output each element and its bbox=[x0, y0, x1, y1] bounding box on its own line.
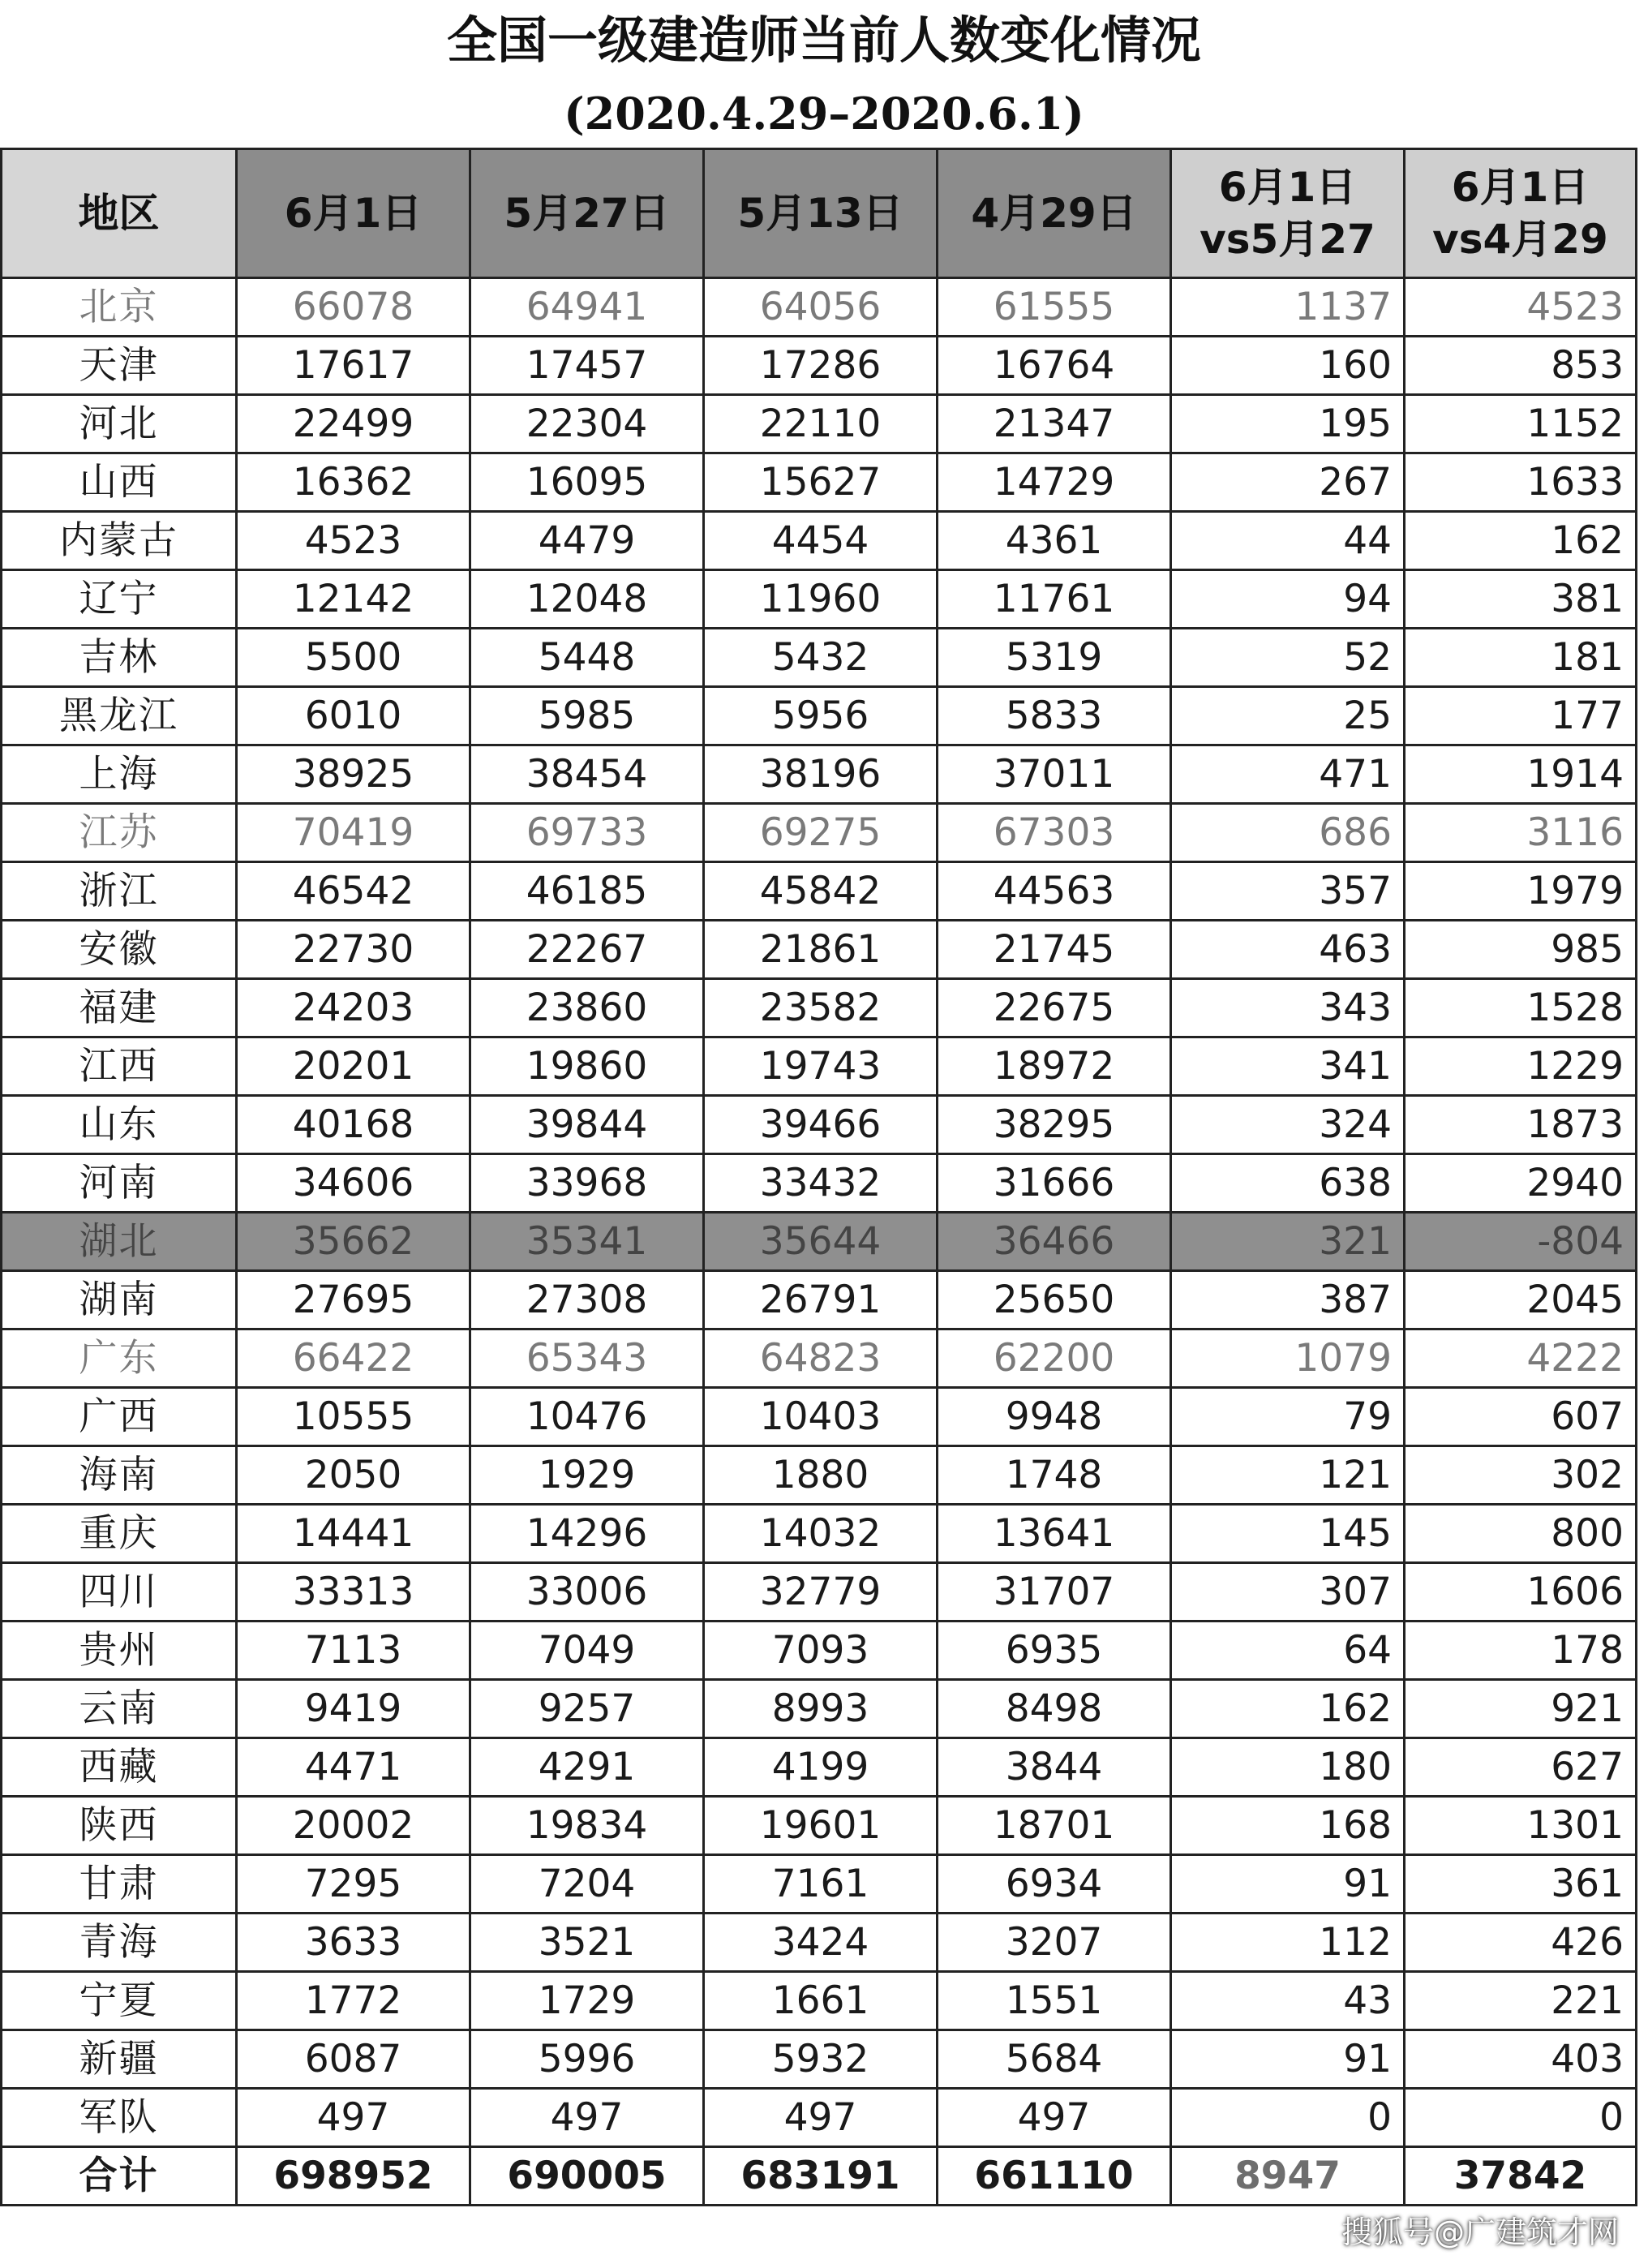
table-row bbox=[2, 1972, 1637, 2030]
may13-cell: 33432 bbox=[704, 1154, 938, 1213]
vs-may27-cell: 180 bbox=[1171, 1738, 1405, 1797]
may27-cell: 7049 bbox=[470, 1622, 704, 1680]
vs-apr29-cell: 0 bbox=[1405, 2089, 1637, 2147]
header-vs-may27-line2: vs5月27 bbox=[1200, 216, 1375, 263]
apr29-cell: 38295 bbox=[938, 1096, 1171, 1154]
region-cell: 河南 bbox=[2, 1154, 237, 1213]
jun1-cell: 46542 bbox=[237, 862, 470, 921]
vs-may27-cell: 43 bbox=[1171, 1972, 1405, 2030]
may27-cell: 5448 bbox=[470, 629, 704, 687]
header-region: 地区 bbox=[2, 149, 237, 278]
may13-cell: 11960 bbox=[704, 570, 938, 629]
may13-cell: 3424 bbox=[704, 1914, 938, 1972]
jun1-cell: 9419 bbox=[237, 1680, 470, 1738]
total-may13-cell: 683191 bbox=[704, 2147, 938, 2206]
region-cell: 吉林 bbox=[2, 629, 237, 687]
may13-cell: 26791 bbox=[704, 1271, 938, 1329]
table-row bbox=[2, 979, 1637, 1037]
may27-cell: 4479 bbox=[470, 512, 704, 570]
header-vs-may27-line1: 6月1日 bbox=[1218, 164, 1357, 211]
table-row bbox=[2, 745, 1637, 804]
may27-cell: 35341 bbox=[470, 1213, 704, 1271]
may27-cell: 4291 bbox=[470, 1738, 704, 1797]
vs-apr29-cell: 853 bbox=[1405, 337, 1637, 395]
jun1-cell: 12142 bbox=[237, 570, 470, 629]
vs-apr29-cell: 1606 bbox=[1405, 1563, 1637, 1622]
vs-apr29-cell: 403 bbox=[1405, 2030, 1637, 2089]
jun1-cell: 34606 bbox=[237, 1154, 470, 1213]
may13-cell: 23582 bbox=[704, 979, 938, 1037]
apr29-cell: 497 bbox=[938, 2089, 1171, 2147]
jun1-cell: 66422 bbox=[237, 1329, 470, 1388]
jun1-cell: 16362 bbox=[237, 453, 470, 512]
may27-cell: 39844 bbox=[470, 1096, 704, 1154]
apr29-cell: 31666 bbox=[938, 1154, 1171, 1213]
vs-apr29-cell: 1979 bbox=[1405, 862, 1637, 921]
table-row bbox=[2, 453, 1637, 512]
may13-cell: 22110 bbox=[704, 395, 938, 453]
jun1-cell: 4471 bbox=[237, 1738, 470, 1797]
jun1-cell: 66078 bbox=[237, 278, 470, 337]
jun1-cell: 40168 bbox=[237, 1096, 470, 1154]
apr29-cell: 3207 bbox=[938, 1914, 1171, 1972]
apr29-cell: 16764 bbox=[938, 337, 1171, 395]
jun1-cell: 17617 bbox=[237, 337, 470, 395]
may13-cell: 8993 bbox=[704, 1680, 938, 1738]
table-row bbox=[2, 1914, 1637, 1972]
apr29-cell: 4361 bbox=[938, 512, 1171, 570]
apr29-cell: 21347 bbox=[938, 395, 1171, 453]
vs-may27-cell: 471 bbox=[1171, 745, 1405, 804]
jun1-cell: 1772 bbox=[237, 1972, 470, 2030]
apr29-cell: 1551 bbox=[938, 1972, 1171, 2030]
vs-apr29-cell: 426 bbox=[1405, 1914, 1637, 1972]
header-vs-apr29-line2: vs4月29 bbox=[1432, 216, 1608, 263]
total-row bbox=[2, 2147, 1637, 2206]
table-row bbox=[2, 1738, 1637, 1797]
region-cell: 青海 bbox=[2, 1914, 237, 1972]
apr29-cell: 9948 bbox=[938, 1388, 1171, 1446]
may13-cell: 497 bbox=[704, 2089, 938, 2147]
vs-may27-cell: 341 bbox=[1171, 1037, 1405, 1096]
jun1-cell: 14441 bbox=[237, 1505, 470, 1563]
may13-cell: 7093 bbox=[704, 1622, 938, 1680]
may27-cell: 12048 bbox=[470, 570, 704, 629]
jun1-cell: 22499 bbox=[237, 395, 470, 453]
vs-may27-cell: 160 bbox=[1171, 337, 1405, 395]
jun1-cell: 70419 bbox=[237, 804, 470, 862]
header-apr29: 4月29日 bbox=[938, 149, 1171, 278]
total-apr29-cell: 661110 bbox=[938, 2147, 1171, 2206]
may13-cell: 5432 bbox=[704, 629, 938, 687]
total-may27-cell: 690005 bbox=[470, 2147, 704, 2206]
table-row bbox=[2, 1154, 1637, 1213]
jun1-cell: 38925 bbox=[237, 745, 470, 804]
may13-cell: 15627 bbox=[704, 453, 938, 512]
jun1-cell: 7295 bbox=[237, 1855, 470, 1914]
may13-cell: 19743 bbox=[704, 1037, 938, 1096]
may13-cell: 32779 bbox=[704, 1563, 938, 1622]
may13-cell: 4199 bbox=[704, 1738, 938, 1797]
vs-apr29-cell: 1873 bbox=[1405, 1096, 1637, 1154]
table-row bbox=[2, 1037, 1637, 1096]
document-title: 全国一级建造师当前人数变化情况 bbox=[446, 11, 1201, 70]
header-jun1: 6月1日 bbox=[237, 149, 470, 278]
may27-cell: 14296 bbox=[470, 1505, 704, 1563]
table-row bbox=[2, 1388, 1637, 1446]
may27-cell: 65343 bbox=[470, 1329, 704, 1388]
table-row bbox=[2, 1622, 1637, 1680]
total-vs-apr29-cell: 37842 bbox=[1405, 2147, 1637, 2206]
vs-apr29-cell: 381 bbox=[1405, 570, 1637, 629]
vs-apr29-cell: 985 bbox=[1405, 921, 1637, 979]
jun1-cell: 2050 bbox=[237, 1446, 470, 1505]
may27-cell: 23860 bbox=[470, 979, 704, 1037]
region-cell: 湖南 bbox=[2, 1271, 237, 1329]
apr29-cell: 6934 bbox=[938, 1855, 1171, 1914]
may13-cell: 5932 bbox=[704, 2030, 938, 2089]
region-cell: 甘肃 bbox=[2, 1855, 237, 1914]
vs-may27-cell: 145 bbox=[1171, 1505, 1405, 1563]
vs-may27-cell: 686 bbox=[1171, 804, 1405, 862]
vs-apr29-cell: 3116 bbox=[1405, 804, 1637, 862]
jun1-cell: 3633 bbox=[237, 1914, 470, 1972]
may27-cell: 7204 bbox=[470, 1855, 704, 1914]
table-header-row bbox=[2, 149, 1637, 278]
vs-may27-cell: 112 bbox=[1171, 1914, 1405, 1972]
apr29-cell: 61555 bbox=[938, 278, 1171, 337]
region-cell: 军队 bbox=[2, 2089, 237, 2147]
vs-apr29-cell: 361 bbox=[1405, 1855, 1637, 1914]
total-jun1-cell: 698952 bbox=[237, 2147, 470, 2206]
table-row bbox=[2, 1855, 1637, 1914]
table-row bbox=[2, 687, 1637, 745]
vs-may27-cell: 94 bbox=[1171, 570, 1405, 629]
vs-apr29-cell: 2045 bbox=[1405, 1271, 1637, 1329]
apr29-cell: 18972 bbox=[938, 1037, 1171, 1096]
apr29-cell: 5319 bbox=[938, 629, 1171, 687]
apr29-cell: 36466 bbox=[938, 1213, 1171, 1271]
region-cell: 宁夏 bbox=[2, 1972, 237, 2030]
table-row bbox=[2, 1271, 1637, 1329]
may27-cell: 16095 bbox=[470, 453, 704, 512]
may13-cell: 39466 bbox=[704, 1096, 938, 1154]
apr29-cell: 67303 bbox=[938, 804, 1171, 862]
apr29-cell: 6935 bbox=[938, 1622, 1171, 1680]
table-row bbox=[2, 395, 1637, 453]
header-vs-apr29-line1: 6月1日 bbox=[1451, 164, 1590, 211]
may27-cell: 27308 bbox=[470, 1271, 704, 1329]
vs-apr29-cell: 221 bbox=[1405, 1972, 1637, 2030]
vs-may27-cell: 52 bbox=[1171, 629, 1405, 687]
may27-cell: 38454 bbox=[470, 745, 704, 804]
vs-apr29-cell: 302 bbox=[1405, 1446, 1637, 1505]
table-row bbox=[2, 2030, 1637, 2089]
jun1-cell: 4523 bbox=[237, 512, 470, 570]
vs-may27-cell: 121 bbox=[1171, 1446, 1405, 1505]
apr29-cell: 1748 bbox=[938, 1446, 1171, 1505]
total-region-cell: 合计 bbox=[2, 2147, 237, 2206]
vs-apr29-cell: 800 bbox=[1405, 1505, 1637, 1563]
apr29-cell: 5684 bbox=[938, 2030, 1171, 2089]
may13-cell: 21861 bbox=[704, 921, 938, 979]
may27-cell: 17457 bbox=[470, 337, 704, 395]
table-row bbox=[2, 512, 1637, 570]
vs-may27-cell: 0 bbox=[1171, 2089, 1405, 2147]
region-cell: 广东 bbox=[2, 1329, 237, 1388]
apr29-cell: 62200 bbox=[938, 1329, 1171, 1388]
vs-apr29-cell: 178 bbox=[1405, 1622, 1637, 1680]
apr29-cell: 22675 bbox=[938, 979, 1171, 1037]
table-row bbox=[2, 1096, 1637, 1154]
jun1-cell: 5500 bbox=[237, 629, 470, 687]
may27-cell: 5985 bbox=[470, 687, 704, 745]
may13-cell: 64823 bbox=[704, 1329, 938, 1388]
may13-cell: 35644 bbox=[704, 1213, 938, 1271]
region-cell: 广西 bbox=[2, 1388, 237, 1446]
region-cell: 新疆 bbox=[2, 2030, 237, 2089]
vs-may27-cell: 195 bbox=[1171, 395, 1405, 453]
table-row bbox=[2, 921, 1637, 979]
may13-cell: 5956 bbox=[704, 687, 938, 745]
vs-apr29-cell: 1528 bbox=[1405, 979, 1637, 1037]
may27-cell: 33968 bbox=[470, 1154, 704, 1213]
may27-cell: 33006 bbox=[470, 1563, 704, 1622]
vs-may27-cell: 162 bbox=[1171, 1680, 1405, 1738]
region-cell: 山西 bbox=[2, 453, 237, 512]
jun1-cell: 35662 bbox=[237, 1213, 470, 1271]
header-may27: 5月27日 bbox=[470, 149, 704, 278]
apr29-cell: 21745 bbox=[938, 921, 1171, 979]
may27-cell: 10476 bbox=[470, 1388, 704, 1446]
table-row bbox=[2, 1505, 1637, 1563]
vs-may27-cell: 79 bbox=[1171, 1388, 1405, 1446]
region-cell: 内蒙古 bbox=[2, 512, 237, 570]
vs-apr29-cell: 162 bbox=[1405, 512, 1637, 570]
jun1-cell: 20201 bbox=[237, 1037, 470, 1096]
total-vs-may27-cell: 8947 bbox=[1171, 2147, 1405, 2206]
table-row bbox=[2, 1797, 1637, 1855]
vs-may27-cell: 1137 bbox=[1171, 278, 1405, 337]
region-cell: 辽宁 bbox=[2, 570, 237, 629]
may27-cell: 19860 bbox=[470, 1037, 704, 1096]
vs-apr29-cell: -804 bbox=[1405, 1213, 1637, 1271]
may13-cell: 45842 bbox=[704, 862, 938, 921]
may13-cell: 69275 bbox=[704, 804, 938, 862]
apr29-cell: 8498 bbox=[938, 1680, 1171, 1738]
jun1-cell: 6010 bbox=[237, 687, 470, 745]
jun1-cell: 6087 bbox=[237, 2030, 470, 2089]
vs-apr29-cell: 1152 bbox=[1405, 395, 1637, 453]
vs-apr29-cell: 627 bbox=[1405, 1738, 1637, 1797]
vs-apr29-cell: 1914 bbox=[1405, 745, 1637, 804]
vs-apr29-cell: 4523 bbox=[1405, 278, 1637, 337]
vs-may27-cell: 357 bbox=[1171, 862, 1405, 921]
region-cell: 江西 bbox=[2, 1037, 237, 1096]
vs-may27-cell: 25 bbox=[1171, 687, 1405, 745]
jun1-cell: 27695 bbox=[237, 1271, 470, 1329]
apr29-cell: 11761 bbox=[938, 570, 1171, 629]
region-cell: 贵州 bbox=[2, 1622, 237, 1680]
region-cell: 云南 bbox=[2, 1680, 237, 1738]
vs-may27-cell: 91 bbox=[1171, 1855, 1405, 1914]
vs-may27-cell: 463 bbox=[1171, 921, 1405, 979]
may27-cell: 22267 bbox=[470, 921, 704, 979]
vs-may27-cell: 91 bbox=[1171, 2030, 1405, 2089]
may13-cell: 1880 bbox=[704, 1446, 938, 1505]
may27-cell: 19834 bbox=[470, 1797, 704, 1855]
header-vs-apr29 bbox=[1405, 149, 1637, 278]
table-row bbox=[2, 1329, 1637, 1388]
region-cell: 江苏 bbox=[2, 804, 237, 862]
region-cell: 陕西 bbox=[2, 1797, 237, 1855]
region-cell: 重庆 bbox=[2, 1505, 237, 1563]
table-row bbox=[2, 337, 1637, 395]
may13-cell: 4454 bbox=[704, 512, 938, 570]
may27-cell: 3521 bbox=[470, 1914, 704, 1972]
vs-apr29-cell: 921 bbox=[1405, 1680, 1637, 1738]
header-vs-may27 bbox=[1171, 149, 1405, 278]
apr29-cell: 3844 bbox=[938, 1738, 1171, 1797]
vs-may27-cell: 307 bbox=[1171, 1563, 1405, 1622]
table-row bbox=[2, 1680, 1637, 1738]
vs-apr29-cell: 181 bbox=[1405, 629, 1637, 687]
date-range-subtitle: (2020.4.29–2020.6.1) bbox=[564, 88, 1084, 140]
vs-may27-cell: 267 bbox=[1171, 453, 1405, 512]
vs-apr29-cell: 1229 bbox=[1405, 1037, 1637, 1096]
vs-may27-cell: 1079 bbox=[1171, 1329, 1405, 1388]
vs-may27-cell: 44 bbox=[1171, 512, 1405, 570]
vs-may27-cell: 64 bbox=[1171, 1622, 1405, 1680]
table-row bbox=[2, 629, 1637, 687]
may13-cell: 7161 bbox=[704, 1855, 938, 1914]
jun1-cell: 24203 bbox=[237, 979, 470, 1037]
registrant-count-table bbox=[0, 148, 1637, 2206]
region-cell: 海南 bbox=[2, 1446, 237, 1505]
region-cell: 河北 bbox=[2, 395, 237, 453]
may27-cell: 9257 bbox=[470, 1680, 704, 1738]
may13-cell: 17286 bbox=[704, 337, 938, 395]
vs-apr29-cell: 177 bbox=[1405, 687, 1637, 745]
region-cell: 湖北 bbox=[2, 1213, 237, 1271]
table-row bbox=[2, 570, 1637, 629]
vs-may27-cell: 168 bbox=[1171, 1797, 1405, 1855]
vs-apr29-cell: 607 bbox=[1405, 1388, 1637, 1446]
vs-may27-cell: 321 bbox=[1171, 1213, 1405, 1271]
jun1-cell: 33313 bbox=[237, 1563, 470, 1622]
vs-may27-cell: 324 bbox=[1171, 1096, 1405, 1154]
vs-may27-cell: 343 bbox=[1171, 979, 1405, 1037]
region-cell: 西藏 bbox=[2, 1738, 237, 1797]
table-row bbox=[2, 1563, 1637, 1622]
vs-may27-cell: 638 bbox=[1171, 1154, 1405, 1213]
may13-cell: 19601 bbox=[704, 1797, 938, 1855]
vs-apr29-cell: 4222 bbox=[1405, 1329, 1637, 1388]
may27-cell: 1929 bbox=[470, 1446, 704, 1505]
region-cell: 浙江 bbox=[2, 862, 237, 921]
jun1-cell: 497 bbox=[237, 2089, 470, 2147]
region-cell: 黑龙江 bbox=[2, 687, 237, 745]
jun1-cell: 10555 bbox=[237, 1388, 470, 1446]
may13-cell: 10403 bbox=[704, 1388, 938, 1446]
may13-cell: 1661 bbox=[704, 1972, 938, 2030]
region-cell: 上海 bbox=[2, 745, 237, 804]
may13-cell: 64056 bbox=[704, 278, 938, 337]
table-body bbox=[2, 278, 1637, 2206]
apr29-cell: 14729 bbox=[938, 453, 1171, 512]
region-cell: 四川 bbox=[2, 1563, 237, 1622]
vs-may27-cell: 387 bbox=[1171, 1271, 1405, 1329]
apr29-cell: 44563 bbox=[938, 862, 1171, 921]
apr29-cell: 5833 bbox=[938, 687, 1171, 745]
apr29-cell: 25650 bbox=[938, 1271, 1171, 1329]
jun1-cell: 7113 bbox=[237, 1622, 470, 1680]
region-cell: 天津 bbox=[2, 337, 237, 395]
header-may13: 5月13日 bbox=[704, 149, 938, 278]
may27-cell: 5996 bbox=[470, 2030, 704, 2089]
may27-cell: 497 bbox=[470, 2089, 704, 2147]
jun1-cell: 20002 bbox=[237, 1797, 470, 1855]
vs-apr29-cell: 2940 bbox=[1405, 1154, 1637, 1213]
table-row bbox=[2, 804, 1637, 862]
may27-cell: 22304 bbox=[470, 395, 704, 453]
watermark: 搜狐号@广建筑才网 bbox=[1341, 2214, 1619, 2250]
table-row bbox=[2, 862, 1637, 921]
region-cell: 北京 bbox=[2, 278, 237, 337]
may13-cell: 14032 bbox=[704, 1505, 938, 1563]
region-cell: 山东 bbox=[2, 1096, 237, 1154]
region-cell: 福建 bbox=[2, 979, 237, 1037]
apr29-cell: 18701 bbox=[938, 1797, 1171, 1855]
table-row bbox=[2, 1213, 1637, 1271]
apr29-cell: 37011 bbox=[938, 745, 1171, 804]
may27-cell: 64941 bbox=[470, 278, 704, 337]
may13-cell: 38196 bbox=[704, 745, 938, 804]
table-row bbox=[2, 1446, 1637, 1505]
apr29-cell: 13641 bbox=[938, 1505, 1171, 1563]
table-row bbox=[2, 2089, 1637, 2147]
may27-cell: 69733 bbox=[470, 804, 704, 862]
may27-cell: 1729 bbox=[470, 1972, 704, 2030]
region-cell: 安徽 bbox=[2, 921, 237, 979]
apr29-cell: 31707 bbox=[938, 1563, 1171, 1622]
may27-cell: 46185 bbox=[470, 862, 704, 921]
table-row bbox=[2, 278, 1637, 337]
vs-apr29-cell: 1633 bbox=[1405, 453, 1637, 512]
jun1-cell: 22730 bbox=[237, 921, 470, 979]
vs-apr29-cell: 1301 bbox=[1405, 1797, 1637, 1855]
